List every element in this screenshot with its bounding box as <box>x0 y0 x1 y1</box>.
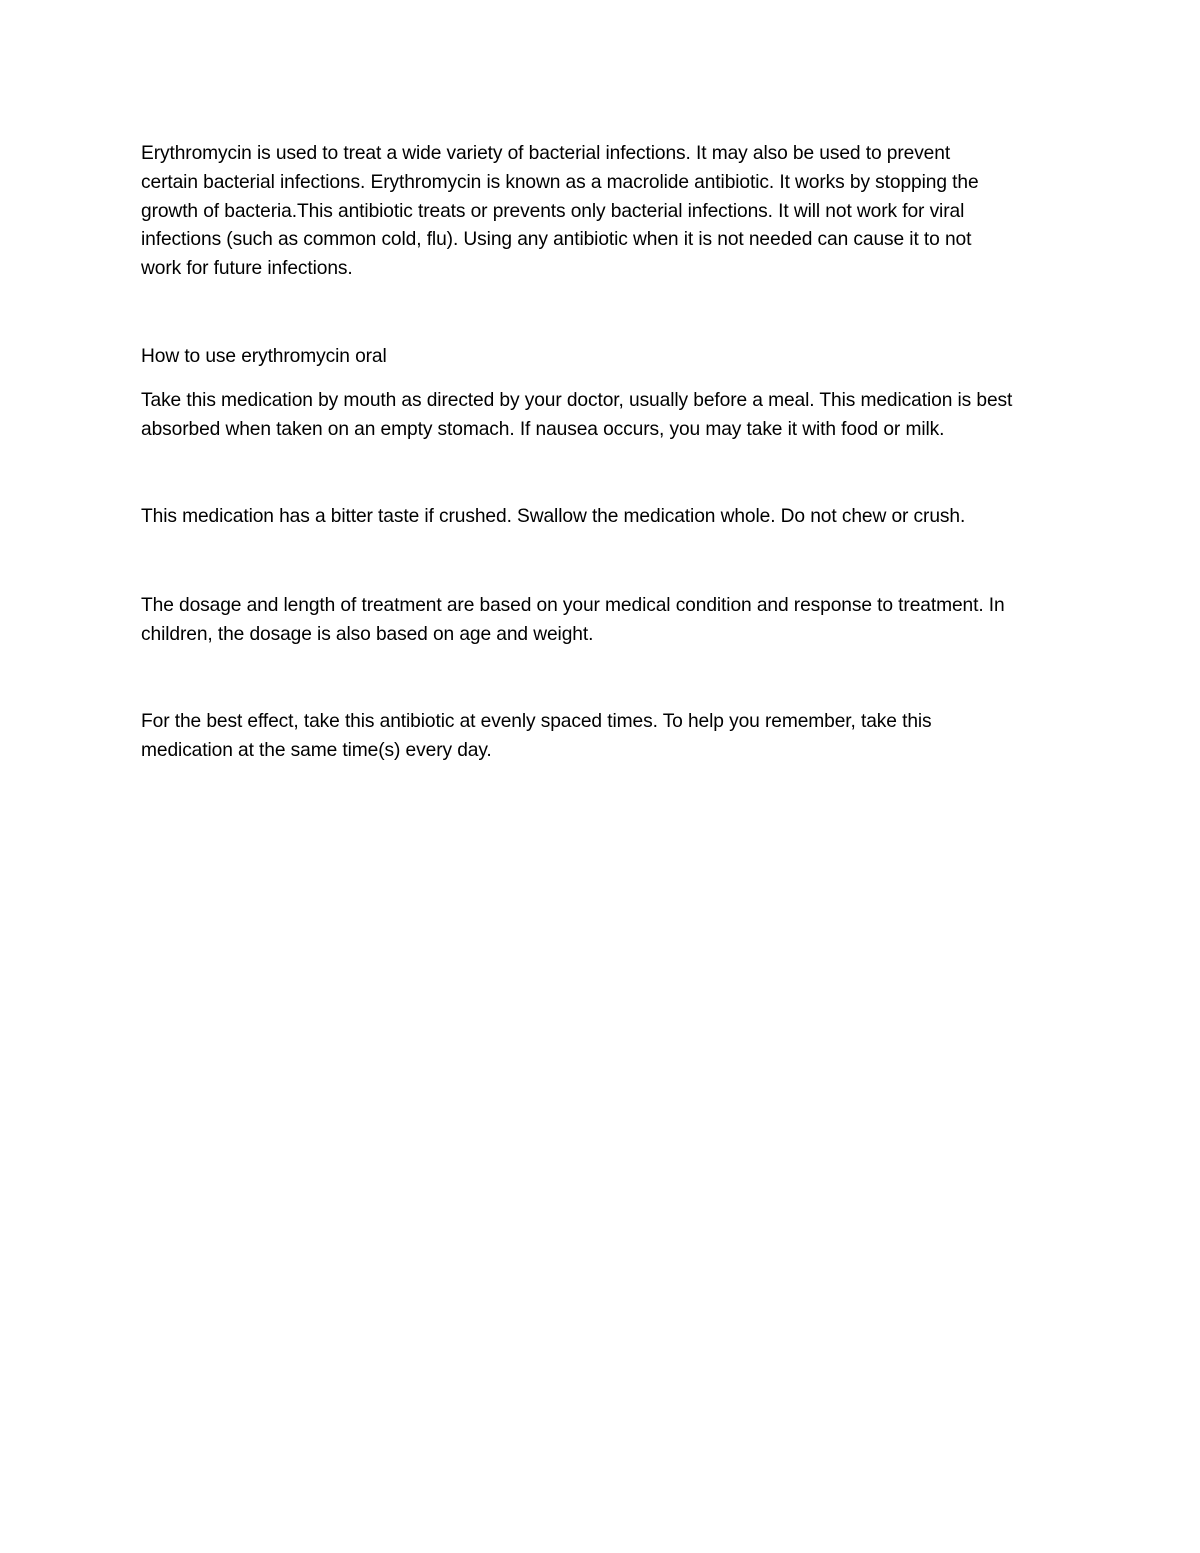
taste-paragraph <box>141 503 1066 532</box>
dosage-line: The dosage and length of treatment are based on your medical condition and response to treatment. In <box>141 595 1005 616</box>
timing-paragraph <box>141 708 1066 766</box>
taste-line: This medication has a bitter taste if crushed. Swallow the medication whole. Do not chew or crush. <box>141 506 966 527</box>
intro-line: Erythromycin is used to treat a wide variety of bacterial infections. It may also be used to prevent <box>141 143 951 164</box>
intro-paragraph <box>141 140 1066 284</box>
dosage-line: children, the dosage is also based on age and weight. <box>141 623 594 645</box>
timing-line: medication at the same time(s) every day. <box>141 739 492 761</box>
directions-line: Take this medication by mouth as directed by your doctor, usually before a meal. This medication is best <box>141 390 1013 411</box>
dosage-paragraph <box>141 592 1066 650</box>
intro-line: certain bacterial infections. Erythromycin is known as a macrolide antibiotic. It works by stopping the <box>141 171 979 193</box>
intro-line: work for future infections. <box>141 258 353 280</box>
directions-line: absorbed when taken on an empty stomach. If nausea occurs, you may take it with food or milk. <box>141 418 945 440</box>
intro-line: infections (such as common cold, flu). Using any antibiotic when it is not needed can cause it to not <box>141 229 972 251</box>
directions-paragraph <box>141 387 1066 445</box>
intro-line: growth of bacteria.This antibiotic treats or prevents only bacterial infections. It will not work for viral <box>141 200 965 222</box>
timing-line: For the best effect, take this antibiotic at evenly spaced times. To help you remember, take this <box>141 711 932 732</box>
section-heading <box>141 343 1066 372</box>
heading-text: How to use erythromycin oral <box>141 346 387 367</box>
